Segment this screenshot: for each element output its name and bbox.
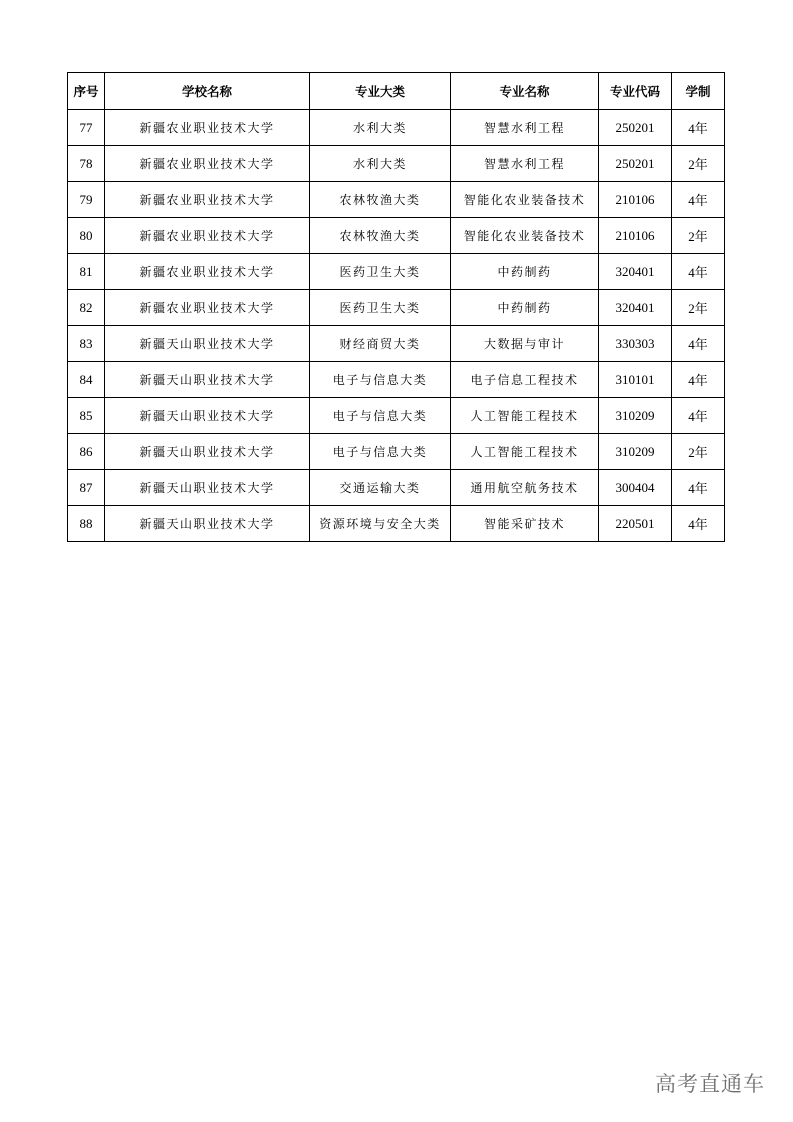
cell-category: 财经商贸大类 [310, 326, 451, 362]
cell-school: 新疆农业职业技术大学 [105, 146, 310, 182]
cell-category: 农林牧渔大类 [310, 218, 451, 254]
table-row [68, 218, 725, 254]
cell-duration: 2年 [672, 434, 725, 470]
cell-school: 新疆农业职业技术大学 [105, 254, 310, 290]
cell-category: 农林牧渔大类 [310, 182, 451, 218]
cell-code: 320401 [599, 290, 672, 326]
table-row [68, 110, 725, 146]
cell-school: 新疆天山职业技术大学 [105, 506, 310, 542]
cell-code: 300404 [599, 470, 672, 506]
cell-seq: 77 [68, 110, 105, 146]
cell-category: 医药卫生大类 [310, 254, 451, 290]
cell-duration: 4年 [672, 182, 725, 218]
table-row [68, 398, 725, 434]
cell-code: 330303 [599, 326, 672, 362]
cell-seq: 81 [68, 254, 105, 290]
header-major: 专业名称 [451, 73, 599, 110]
cell-major: 中药制药 [451, 254, 599, 290]
cell-duration: 4年 [672, 110, 725, 146]
cell-seq: 87 [68, 470, 105, 506]
cell-school: 新疆天山职业技术大学 [105, 362, 310, 398]
cell-seq: 88 [68, 506, 105, 542]
cell-duration: 4年 [672, 506, 725, 542]
header-category: 专业大类 [310, 73, 451, 110]
cell-major: 通用航空航务技术 [451, 470, 599, 506]
cell-code: 250201 [599, 110, 672, 146]
cell-seq: 79 [68, 182, 105, 218]
cell-category: 资源环境与安全大类 [310, 506, 451, 542]
cell-major: 人工智能工程技术 [451, 398, 599, 434]
cell-school: 新疆天山职业技术大学 [105, 398, 310, 434]
cell-code: 250201 [599, 146, 672, 182]
cell-category: 电子与信息大类 [310, 434, 451, 470]
cell-duration: 4年 [672, 398, 725, 434]
cell-major: 人工智能工程技术 [451, 434, 599, 470]
cell-duration: 2年 [672, 290, 725, 326]
cell-school: 新疆天山职业技术大学 [105, 470, 310, 506]
cell-category: 电子与信息大类 [310, 362, 451, 398]
cell-major: 电子信息工程技术 [451, 362, 599, 398]
cell-school: 新疆农业职业技术大学 [105, 110, 310, 146]
table-row [68, 146, 725, 182]
cell-seq: 84 [68, 362, 105, 398]
header-duration: 学制 [672, 73, 725, 110]
cell-code: 310101 [599, 362, 672, 398]
cell-seq: 78 [68, 146, 105, 182]
watermark: 高考直通车 [655, 1072, 765, 1096]
cell-school: 新疆天山职业技术大学 [105, 326, 310, 362]
table-row [68, 182, 725, 218]
cell-code: 310209 [599, 434, 672, 470]
cell-major: 智慧水利工程 [451, 146, 599, 182]
cell-duration: 4年 [672, 470, 725, 506]
cell-seq: 85 [68, 398, 105, 434]
header-code: 专业代码 [599, 73, 672, 110]
cell-seq: 82 [68, 290, 105, 326]
cell-category: 水利大类 [310, 146, 451, 182]
cell-seq: 86 [68, 434, 105, 470]
cell-code: 210106 [599, 182, 672, 218]
cell-code: 310209 [599, 398, 672, 434]
cell-major: 智能采矿技术 [451, 506, 599, 542]
table-row [68, 434, 725, 470]
cell-category: 医药卫生大类 [310, 290, 451, 326]
cell-major: 中药制药 [451, 290, 599, 326]
cell-school: 新疆农业职业技术大学 [105, 182, 310, 218]
cell-school: 新疆天山职业技术大学 [105, 434, 310, 470]
cell-major: 大数据与审计 [451, 326, 599, 362]
cell-school: 新疆农业职业技术大学 [105, 218, 310, 254]
cell-duration: 4年 [672, 362, 725, 398]
table-row [68, 362, 725, 398]
cell-major: 智能化农业装备技术 [451, 182, 599, 218]
cell-duration: 2年 [672, 146, 725, 182]
cell-major: 智慧水利工程 [451, 110, 599, 146]
cell-school: 新疆农业职业技术大学 [105, 290, 310, 326]
header-school: 学校名称 [105, 73, 310, 110]
cell-duration: 4年 [672, 254, 725, 290]
cell-seq: 83 [68, 326, 105, 362]
cell-code: 320401 [599, 254, 672, 290]
cell-category: 交通运输大类 [310, 470, 451, 506]
cell-duration: 4年 [672, 326, 725, 362]
table-row [68, 326, 725, 362]
table-row [68, 506, 725, 542]
table-body [68, 110, 725, 542]
header-row [68, 73, 725, 110]
cell-code: 210106 [599, 218, 672, 254]
header-seq: 序号 [68, 73, 105, 110]
cell-major: 智能化农业装备技术 [451, 218, 599, 254]
cell-seq: 80 [68, 218, 105, 254]
cell-duration: 2年 [672, 218, 725, 254]
table-row [68, 470, 725, 506]
cell-category: 水利大类 [310, 110, 451, 146]
cell-code: 220501 [599, 506, 672, 542]
major-list-table [67, 72, 725, 542]
table-row [68, 290, 725, 326]
table-row [68, 254, 725, 290]
cell-category: 电子与信息大类 [310, 398, 451, 434]
